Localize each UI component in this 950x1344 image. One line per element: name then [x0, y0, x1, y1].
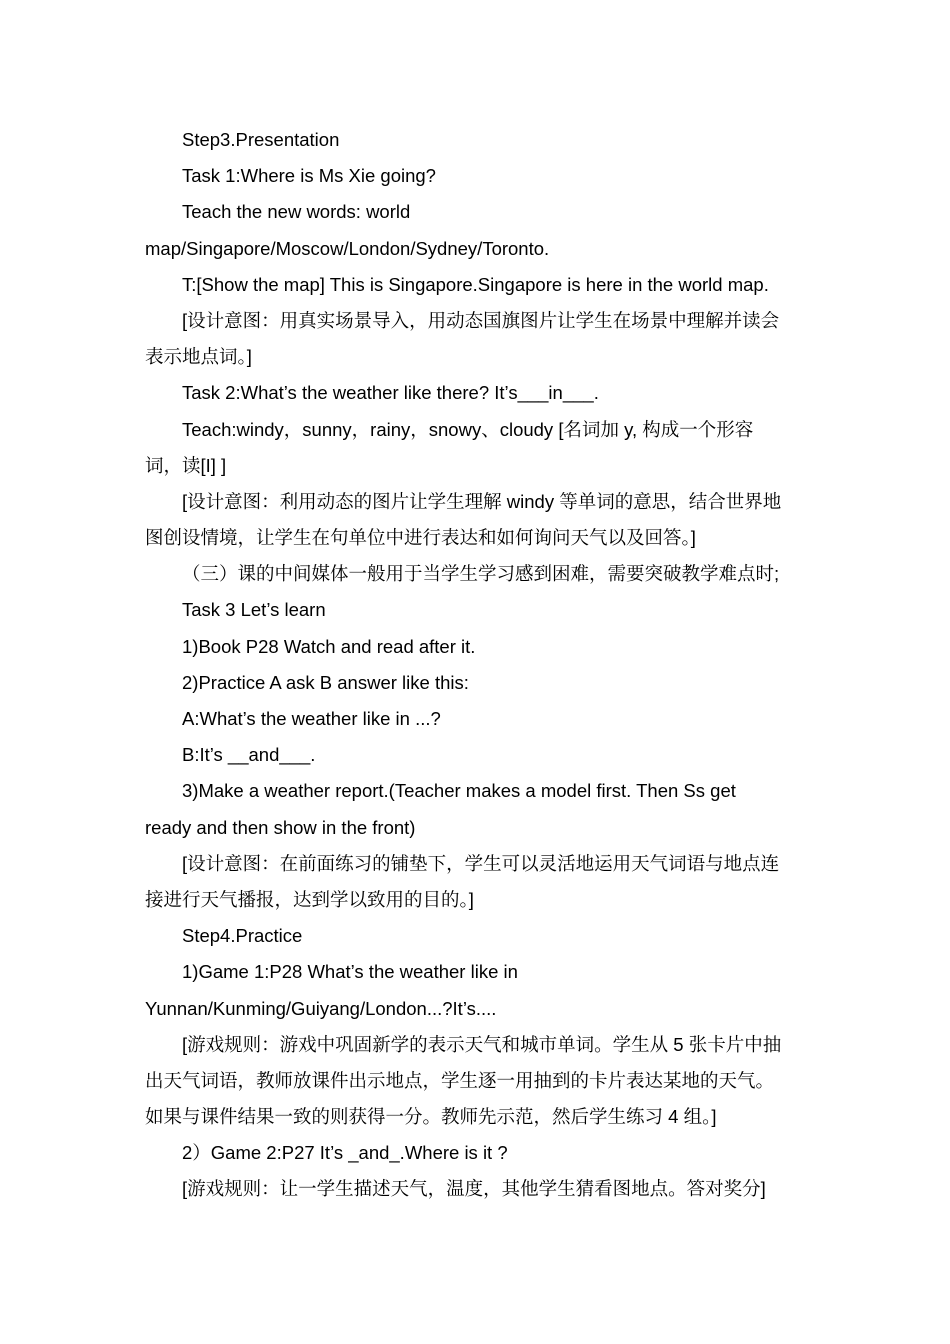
task3-item2: 2)Practice A ask B answer like this:: [182, 671, 469, 693]
task3-item1: 1)Book P28 Watch and read after it.: [182, 635, 476, 657]
heading-step3: Step3.Presentation: [182, 129, 340, 150]
design-intent-2b: 图创设情境，让学生在句单位中进行表达和如何询问天气以及回答。]: [145, 527, 696, 549]
dialogue-a: A:What’s the weather like in ...?: [182, 708, 441, 729]
design-intent-1a: [设计意图：用真实场景导入，用动态国旗图片让学生在场景中理解并读会: [182, 309, 780, 331]
new-words-list: map/Singapore/Moscow/London/Sydney/Toronto.: [145, 237, 550, 259]
design-intent-3a: [设计意图：在前面练习的铺垫下，学生可以灵活地运用天气词语与地点连: [182, 852, 780, 874]
task2-line: Task 2:What’s the weather like there? It’s___in___.: [182, 382, 599, 404]
teacher-line: T:[Show the map] This is Singapore.Singapore is here in the world map.: [182, 273, 769, 295]
task3-item3-cont: ready and then show in the front): [145, 816, 416, 838]
game2-line: 2）Game 2:P27 It’s _and_.Where is it ?: [182, 1142, 508, 1164]
game2-rules: [游戏规则：让一学生描述天气，温度，其他学生猜看图地点。答对奖分]: [182, 1178, 766, 1200]
design-intent-3b: 接进行天气播报，达到学以致用的目的。]: [145, 888, 474, 910]
task3-item3: 3)Make a weather report.(Teacher makes a model first. Then Ss get: [182, 780, 736, 802]
teach-weather-line: Teach:windy，sunny，rainy，snowy、cloudy [名词加 y, 构成一个形容: [182, 418, 754, 440]
dialogue-b: B:It’s __and___.: [182, 744, 316, 766]
teach-weather-line-cont: 词，读[I] ]: [145, 454, 227, 476]
game1-rules-c: 如果与课件结果一致的则获得一分。教师先示范，然后学生练习 4 组。]: [145, 1106, 717, 1128]
task3-line: Task 3 Let’s learn: [182, 599, 326, 621]
new-words-line: Teach the new words: world: [182, 201, 411, 223]
game1-rules-a: [游戏规则：游戏中巩固新学的表示天气和城市单词。学生从 5 张卡片中抽: [182, 1033, 782, 1055]
game1-line: 1)Game 1:P28 What’s the weather like in: [182, 961, 518, 983]
document-body: [145, 122, 805, 1208]
task1-line: Task 1:Where is Ms Xie going?: [182, 165, 436, 187]
media-note-line: （三）课的中间媒体一般用于当学生学习感到困难，需要突破教学难点时;: [182, 563, 780, 585]
game1-line-cont: Yunnan/Kunming/Guiyang/London...?It’s....: [145, 997, 497, 1019]
design-intent-2a: [设计意图：利用动态的图片让学生理解 windy 等单词的意思，结合世界地: [182, 490, 782, 512]
design-intent-1b: 表示地点词。]: [145, 346, 252, 368]
heading-step4: Step4.Practice: [182, 925, 303, 947]
game1-rules-b: 出天气词语，教师放课件出示地点，学生逐一用抽到的卡片表达某地的天气。: [145, 1069, 775, 1091]
